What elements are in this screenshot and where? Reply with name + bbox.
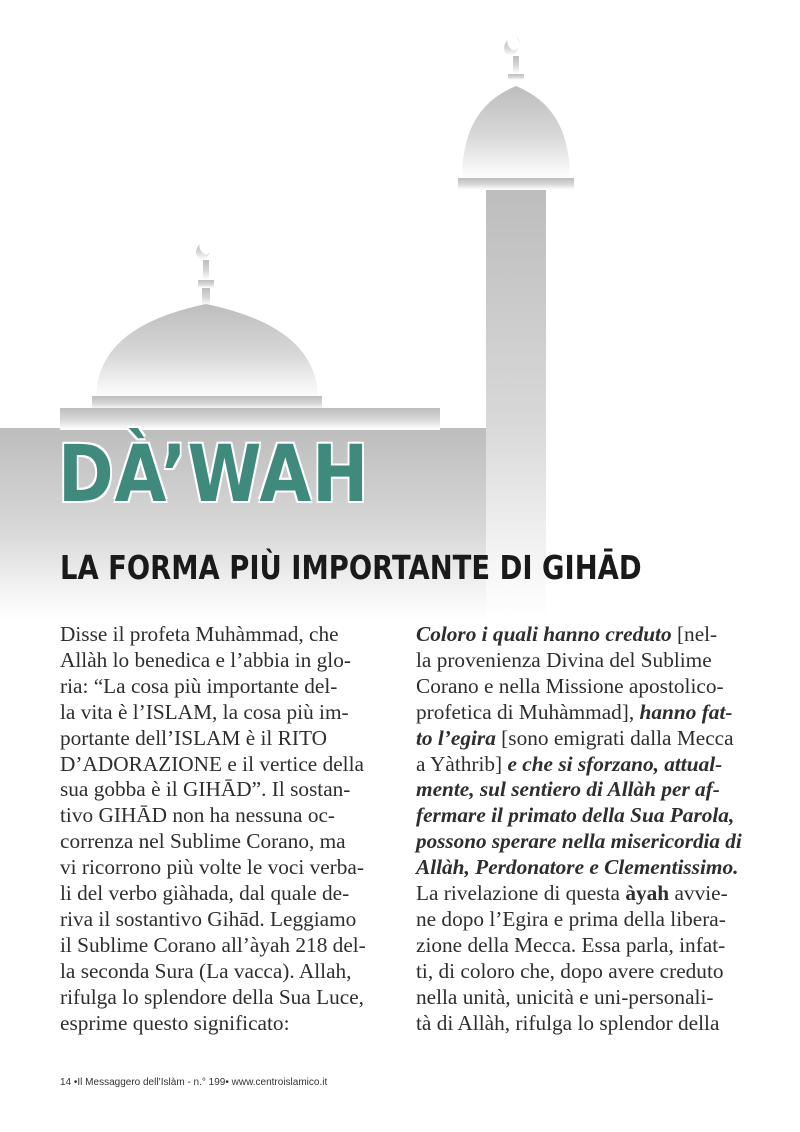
quote-text: fermare il primato della Sua Parola,	[416, 803, 735, 828]
text-segment: a Yàthrib]	[416, 751, 508, 776]
text-line: nella unità, unicità e uni-personali-	[416, 984, 714, 1009]
text-line: portante dell’ISLAM è il RITO	[60, 725, 327, 750]
text-line: Corano e nella Missione apostolico-	[416, 673, 724, 698]
page-footer: 14 •Il Messaggero dell’Islàm - n.° 199• www.centroislamico.it	[60, 1077, 328, 1088]
text-line	[416, 726, 742, 752]
page-title: DÀ’WAH	[58, 430, 370, 520]
quote-text: to l’egira	[416, 725, 496, 750]
text-line	[416, 777, 742, 803]
text-line: il Sublime Corano all’àyah 218 del-	[60, 932, 366, 957]
article-left-column	[60, 622, 386, 1037]
text-line	[416, 855, 742, 881]
quote-text: hanno fat-	[639, 699, 733, 724]
text-line	[416, 622, 742, 648]
text-line: li del verbo giàhada, dal quale de-	[60, 881, 350, 906]
text-line	[416, 700, 742, 726]
text-line: D’ADORAZIONE e il vertice della	[60, 751, 364, 776]
text-line: sua gobba è il GIHĀD”. Il sostan-	[60, 777, 351, 802]
text-line: ne dopo l’Egira e prima della libera-	[416, 906, 726, 931]
quote-text: mente, sul sentiero di Allàh per af-	[416, 777, 720, 802]
text-segment: [nel-	[671, 622, 718, 646]
text-line: Allàh lo benedica e l’abbia in glo-	[60, 647, 351, 672]
text-line: vi ricorrono più volte le voci verba-	[60, 855, 364, 880]
text-segment: avvie-	[669, 881, 728, 906]
text-line: la vita è l’ISLAM, la cosa più im-	[60, 699, 349, 724]
text-line	[416, 752, 742, 778]
right-paragraph	[416, 622, 742, 1037]
quote-text: e che si sforzano, attual-	[507, 751, 723, 776]
text-line: riva il sostantivo Gihād. Leggiamo	[60, 906, 357, 931]
text-line: correnza nel Sublime Corano, ma	[60, 829, 346, 854]
text-segment: La rivelazione di questa	[416, 881, 626, 906]
text-line: ti, di coloro che, dopo avere creduto	[416, 958, 724, 983]
text-line: tivo GIHĀD non ha nessuna oc-	[60, 803, 336, 828]
text-line	[416, 829, 740, 855]
quote-text: Coloro i quali hanno creduto	[416, 622, 672, 646]
text-line: tà di Allàh, rifulga lo splendor della	[416, 1010, 720, 1035]
text-line: Disse il profeta Muhàmmad, che	[60, 622, 339, 646]
term-ayah: àyah	[625, 881, 670, 906]
text-line: zione della Mecca. Essa parla, infat-	[416, 932, 726, 957]
quote-text: Allàh, Perdonatore e Clementissimo.	[416, 855, 739, 880]
text-line: la provenienza Divina del Sublime	[416, 647, 712, 672]
quote-text: possono sperare nella misericordia di	[416, 829, 742, 854]
text-line: la seconda Sura (La vacca). Allah,	[60, 958, 352, 983]
page-subtitle: LA FORMA PIÙ IMPORTANTE DI GIHĀD	[60, 548, 642, 587]
text-line: rifulga lo splendore della Sua Luce,	[60, 984, 364, 1009]
text-line	[416, 803, 742, 829]
text-line	[416, 881, 742, 907]
article-right-column	[416, 622, 742, 1037]
text-segment: profetica di Muhàmmad],	[416, 699, 640, 724]
left-paragraph	[60, 622, 386, 1037]
text-line: ria: “La cosa più importante del-	[60, 673, 338, 698]
text-line: esprime questo significato:	[60, 1010, 290, 1035]
text-segment: [sono emigrati dalla Mecca	[495, 725, 734, 750]
